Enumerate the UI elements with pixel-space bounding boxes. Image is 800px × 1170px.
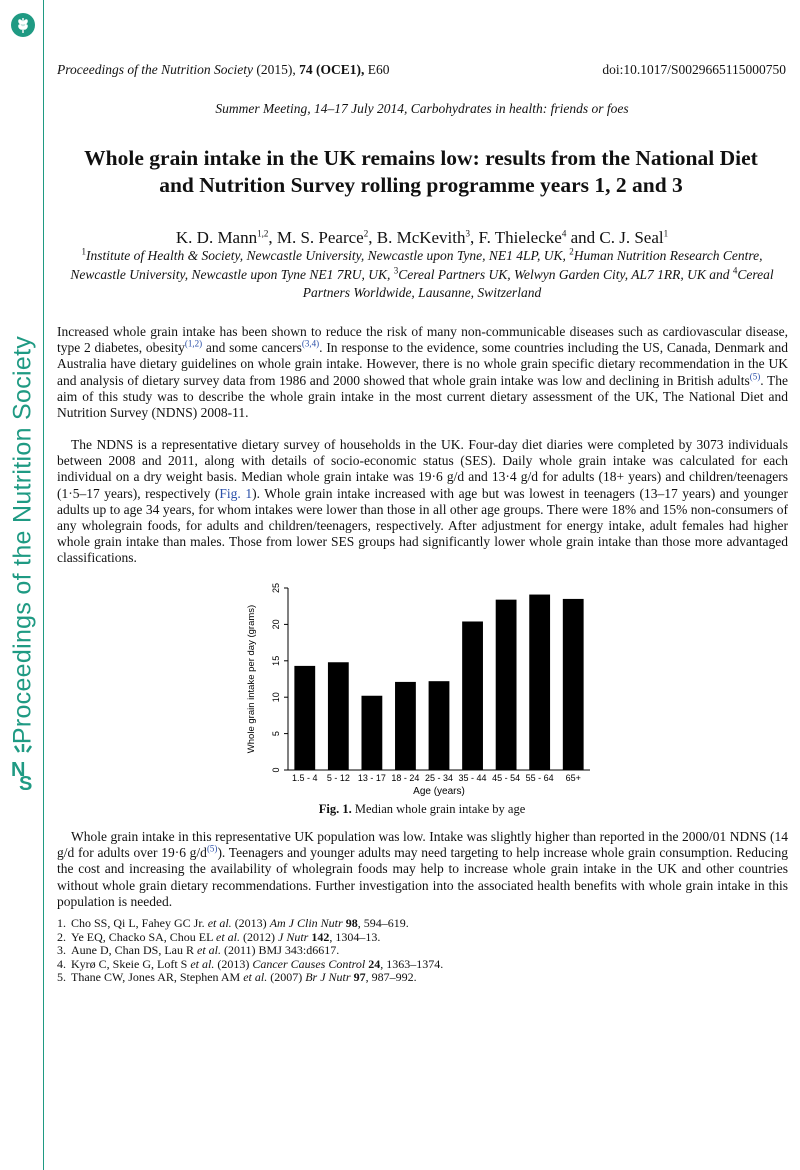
ref-number: 4. bbox=[57, 956, 66, 971]
citation-link[interactable]: (1,2) bbox=[184, 338, 203, 349]
ref-authors: Kyrø C, Skeie G, Loft S bbox=[71, 956, 191, 971]
ref-number: 3. bbox=[57, 943, 66, 957]
ref-etal: et al. bbox=[207, 916, 232, 930]
y-tick-label: 25 bbox=[271, 582, 281, 594]
caption-text: Median whole grain intake by age bbox=[354, 802, 526, 816]
conclusion-text: ). Teenagers and younger adults may need targeting to help increase whole grain consumption. Reducing the cost and increasing the availability of wholegrain foods may help to increase whole grain intake in the UK and other countries without whole grain dietary recommendations. Further investigation into the associated health benefits with whole grain intake in this population is needed. bbox=[57, 845, 788, 909]
reference-list bbox=[57, 917, 788, 985]
x-tick-label: 5 - 12 bbox=[326, 773, 350, 783]
bar-1-5-4 bbox=[294, 666, 315, 770]
author-name: C. J. Seal bbox=[599, 228, 664, 247]
ref-year: (2007) bbox=[267, 970, 306, 984]
conclusion-text: Whole grain intake in this representative UK population was low. Intake was slightly higher than reported in the 2000/01 NDNS (14 g/d for adults over 19·6 g/d bbox=[57, 829, 788, 861]
caption-label: Fig. 1. bbox=[318, 802, 352, 816]
svg-text:S: S bbox=[19, 773, 33, 792]
ref-journal: Am J Clin Nutr bbox=[269, 916, 343, 930]
citation-link[interactable]: (5) bbox=[206, 843, 218, 854]
affiliation-2: Human Nutrition Research Centre, Newcastle University, Newcastle upon Tyne NE1 7RU, UK, bbox=[70, 248, 763, 282]
ref-pages: , 1363–1374. bbox=[380, 956, 444, 971]
author-affil-sup: 4 bbox=[561, 228, 567, 239]
reference-item bbox=[57, 944, 788, 958]
ref-authors: Thane CW, Jones AR, Stephen AM bbox=[71, 970, 244, 984]
bar-55-64 bbox=[529, 595, 550, 770]
header-page: E60 bbox=[367, 62, 390, 77]
bar-5-12 bbox=[328, 662, 349, 770]
author-affil-sup: 1,2 bbox=[257, 228, 269, 239]
title-line-2: and Nutrition Survey rolling programme years 1, 2 and 3 bbox=[159, 173, 683, 197]
bar-chart bbox=[240, 580, 600, 800]
author-affil-sup: 1 bbox=[663, 228, 669, 239]
ref-pages: BMJ 343:d6617. bbox=[258, 943, 340, 957]
ref-year: (2013) bbox=[231, 916, 270, 930]
paragraph-intro bbox=[57, 324, 788, 421]
ref-authors: Aune D, Chan DS, Lau R bbox=[71, 943, 197, 957]
ref-number: 2. bbox=[57, 929, 66, 944]
reference-item bbox=[57, 917, 788, 931]
affiliation-3: Cereal Partners UK, Welwyn Garden City, AL7 1RR, UK and bbox=[398, 266, 730, 282]
affil-sup: 2 bbox=[569, 246, 574, 257]
author-sep: , bbox=[470, 228, 479, 247]
ref-year: (2012) bbox=[240, 929, 279, 944]
header-year: (2015), bbox=[256, 62, 296, 77]
reference-item bbox=[57, 971, 788, 985]
x-tick-label: 55 - 64 bbox=[525, 773, 554, 783]
journal-vertical-title: Proceedings of the Nutrition Society bbox=[8, 335, 37, 745]
figure-link[interactable]: Fig. 1 bbox=[219, 485, 253, 501]
svg-text:N: N bbox=[11, 759, 26, 781]
affiliations bbox=[58, 247, 786, 303]
ref-year: (2011) bbox=[221, 943, 259, 957]
ref-authors: Cho SS, Qi L, Fahey GC Jr. bbox=[71, 916, 208, 930]
ns-logo-icon bbox=[9, 742, 37, 792]
sidebar-divider bbox=[43, 0, 44, 1170]
bar-65+ bbox=[563, 599, 584, 770]
ref-etal: et al. bbox=[243, 970, 268, 984]
bar-35-44 bbox=[462, 621, 483, 770]
ref-volume: 142 bbox=[308, 929, 330, 944]
methods-text: ). Whole grain intake increased with age but was lowest in teenagers (13–17 years) and younger adults up to age 34 years, for whom intakes were lower than those in all other age groups. There were 18% and 15% non-consumers of any wholegrain foods, for adults and children/teenagers, respectively. After adjustment for energy intake, adult females had higher whole grain intake than males. Those from lower SES groups had significantly lower whole grain intake than those more advantaged classifications. bbox=[57, 485, 788, 566]
author-sep: , bbox=[368, 228, 377, 247]
reference-item bbox=[57, 958, 788, 972]
author-affil-sup: 2 bbox=[363, 228, 369, 239]
y-axis-label: Whole grain intake per day (grams) bbox=[246, 604, 257, 754]
citation-link[interactable]: (5) bbox=[749, 371, 761, 382]
header-journal: Proceedings of the Nutrition Society bbox=[57, 62, 253, 77]
author-name: B. McKevith bbox=[376, 228, 466, 247]
x-tick-label: 18 - 24 bbox=[391, 773, 420, 783]
paragraph-methods bbox=[57, 437, 788, 567]
figure-caption bbox=[44, 802, 800, 817]
reference-item bbox=[57, 931, 788, 945]
x-axis-label: Age (years) bbox=[413, 786, 465, 797]
author-list bbox=[44, 228, 800, 248]
ref-number: 1. bbox=[57, 916, 66, 930]
affiliation-4: Cereal Partners Worldwide, Lausanne, Switzerland bbox=[302, 266, 774, 300]
bar-45-54 bbox=[496, 600, 517, 770]
title-line-1: Whole grain intake in the UK remains low: results from the National Diet bbox=[84, 146, 758, 170]
author-sep: , bbox=[268, 228, 277, 247]
ref-number: 5. bbox=[57, 970, 66, 984]
y-tick-label: 20 bbox=[271, 619, 281, 630]
affil-sup: 3 bbox=[393, 265, 399, 275]
ref-pages: , 1304–13. bbox=[329, 929, 381, 944]
author-name: K. D. Mann bbox=[175, 228, 258, 247]
methods-text: The NDNS is a representative dietary survey of households in the UK. Four-day diet diaries were completed by 3073 individuals between 2008 and 2011, along with details of socio-economic status (SES). Daily whole grain intake was calculated for each individual on a dry weight basis. Median whole grain intake was 19·6 g/d and 13·4 g/d for adults (18+ years) and children/teenagers (1·5–17 years), respectively ( bbox=[57, 437, 788, 501]
x-tick-label: 35 - 44 bbox=[458, 773, 487, 783]
author-name: F. Thielecke bbox=[478, 228, 562, 247]
header-doi[interactable]: doi:10.1017/S0029665115000750 bbox=[602, 62, 786, 77]
ref-year: (2013) bbox=[214, 956, 253, 971]
figure-1-chart bbox=[240, 580, 600, 800]
ref-journal: Cancer Causes Control bbox=[252, 956, 366, 971]
meeting-line: Summer Meeting, 14–17 July 2014, Carbohydrates in health: friends or foes bbox=[215, 101, 629, 116]
ref-etal: et al. bbox=[197, 943, 221, 957]
affiliation-1: Institute of Health & Society, Newcastle University, Newcastle upon Tyne, NE1 4LP, UK, bbox=[86, 248, 566, 263]
ref-pages: , 987–992. bbox=[365, 970, 417, 984]
paragraph-conclusion bbox=[57, 829, 788, 910]
x-tick-label: 1.5 - 4 bbox=[292, 773, 318, 783]
affil-sup: 4 bbox=[732, 265, 738, 275]
author-sep: and bbox=[566, 228, 600, 247]
x-tick-label: 13 - 17 bbox=[357, 773, 386, 783]
ref-authors: Ye EQ, Chacko SA, Chou EL bbox=[71, 929, 217, 944]
bar-25-34 bbox=[429, 681, 450, 770]
citation-link[interactable]: (3,4) bbox=[301, 338, 320, 349]
ref-etal: et al. bbox=[216, 929, 241, 944]
bar-13-17 bbox=[361, 696, 382, 770]
author-affil-sup: 3 bbox=[465, 228, 471, 239]
ref-volume: 24 bbox=[365, 956, 381, 971]
intro-text: and some cancers bbox=[202, 340, 302, 356]
ref-journal: J Nutr bbox=[278, 929, 309, 944]
ref-pages: , 594–619. bbox=[357, 916, 409, 930]
journal-sidebar bbox=[0, 0, 44, 1170]
intro-text: . The aim of this study was to describe the whole grain intake in the most current dietary assessment of the UK, The National Diet and Nutrition Survey (NDNS) 2008-11. bbox=[57, 372, 788, 421]
ref-volume: 98 bbox=[342, 916, 358, 930]
ref-journal: Br J Nutr bbox=[305, 970, 351, 984]
author-name: M. S. Pearce bbox=[276, 228, 364, 247]
y-tick-label: 15 bbox=[271, 655, 281, 666]
x-tick-label: 25 - 34 bbox=[424, 773, 454, 783]
header-volume: 74 (OCE1), bbox=[299, 62, 365, 77]
wheat-logo-icon bbox=[11, 13, 35, 37]
y-tick-label: 0 bbox=[271, 767, 281, 773]
paper-title bbox=[52, 145, 790, 199]
bar-18-24 bbox=[395, 682, 416, 770]
ref-volume: 97 bbox=[350, 970, 366, 984]
affil-sup: 1 bbox=[81, 246, 87, 257]
y-tick-label: 5 bbox=[271, 731, 281, 737]
x-tick-label: 65+ bbox=[565, 773, 581, 783]
intro-text: . In response to the evidence, some countries including the US, Canada, Denmark and Australia have dietary guidelines on whole grain intake. However, there is no whole grain specific dietary recommendation in the UK and analysis of dietary survey data from 1986 and 2000 showed that whole grain intake was low and declining in British adults bbox=[57, 340, 788, 388]
running-header bbox=[57, 62, 786, 78]
y-tick-label: 10 bbox=[271, 692, 281, 703]
x-tick-label: 45 - 54 bbox=[492, 773, 521, 783]
intro-text: Increased whole grain intake has been shown to reduce the risk of many non-communicable diseases such as cardiovascular disease, type 2 diabetes, obesity bbox=[57, 324, 788, 356]
ref-etal: et al. bbox=[190, 956, 215, 971]
